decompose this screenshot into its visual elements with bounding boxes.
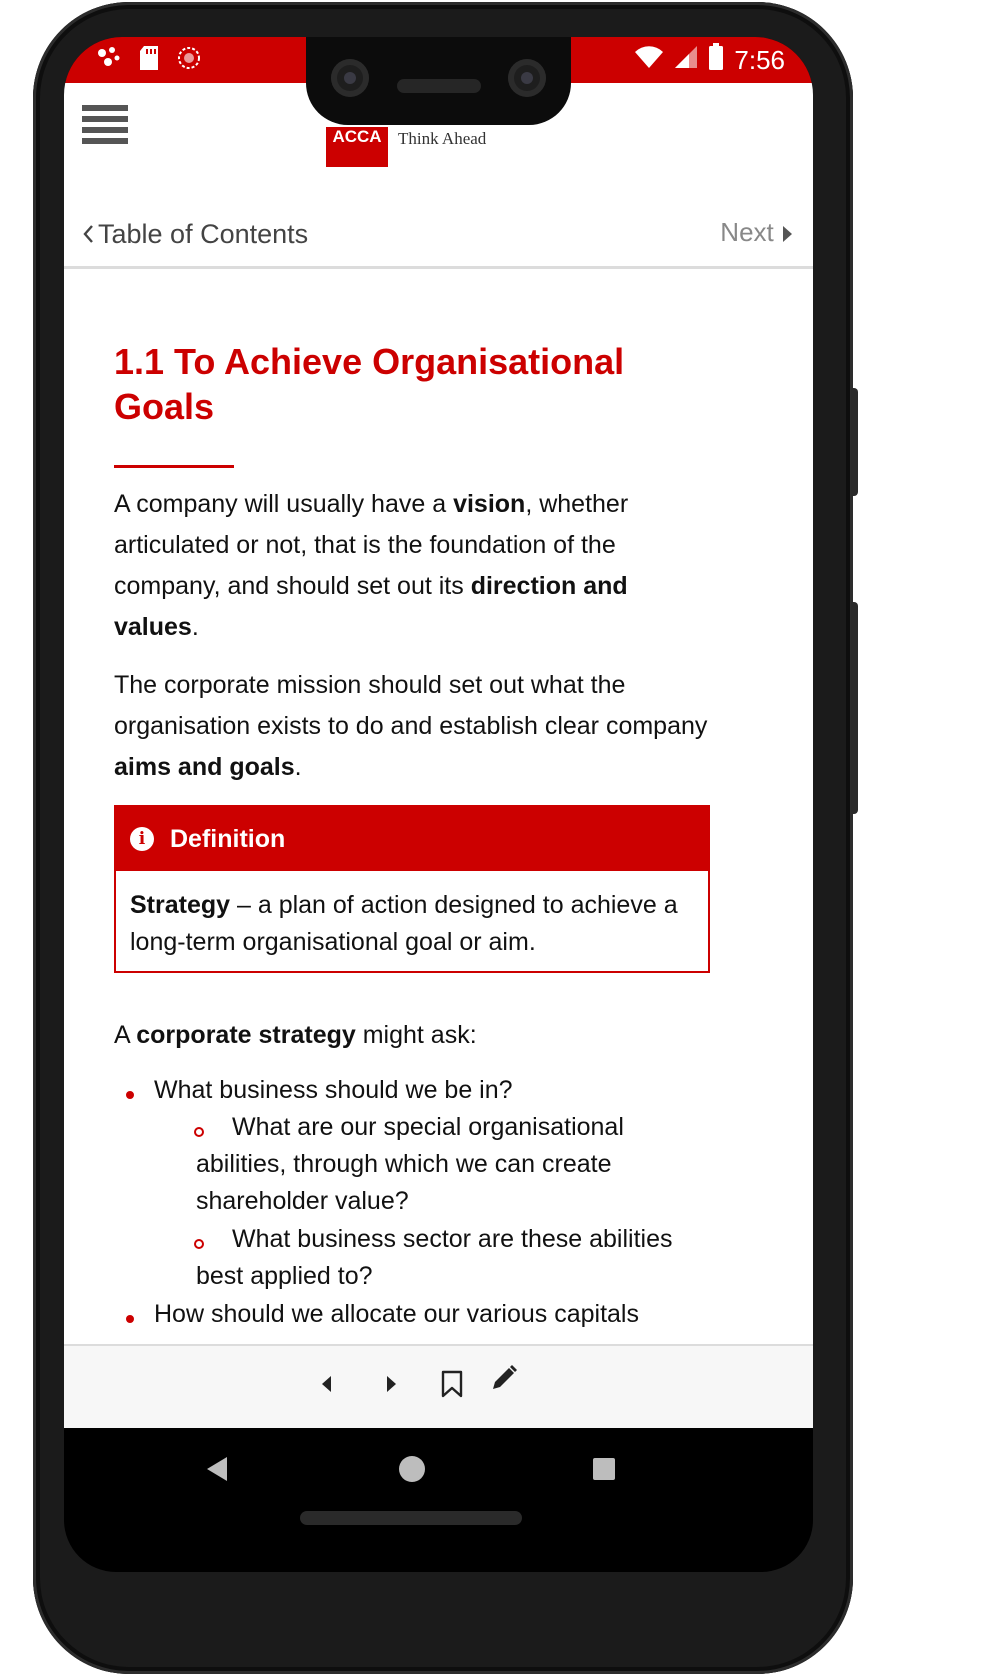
text: .	[191, 613, 199, 641]
logo-tagline: Think Ahead	[398, 129, 487, 148]
paragraph-mission	[114, 665, 714, 788]
notification-dots-icon	[96, 45, 122, 76]
sync-icon	[176, 45, 202, 76]
text: A company will usually have a	[114, 490, 454, 518]
paragraph-vision	[114, 484, 714, 648]
volume-button	[851, 388, 858, 496]
bottom-speaker	[300, 1511, 522, 1525]
logo-mark: ACCA	[326, 127, 388, 167]
earpiece-speaker	[397, 79, 481, 93]
info-icon: i	[130, 827, 154, 851]
definition-box	[114, 805, 710, 973]
next-label: Next	[720, 217, 774, 247]
signal-icon	[674, 44, 698, 77]
text: , whether articulated or not, that is the foundation of the company, and should set out its	[114, 490, 629, 600]
previous-page-button[interactable]	[306, 1366, 346, 1406]
next-page-button[interactable]	[372, 1366, 412, 1406]
bullet-dot	[126, 1091, 134, 1099]
menu-list-icon[interactable]	[82, 105, 128, 145]
text: .	[294, 753, 302, 781]
definition-body	[116, 871, 708, 961]
definition-text: – a plan of action designed to achieve a long-term organisational goal or aim.	[130, 891, 678, 956]
definition-header	[116, 807, 708, 871]
edit-icon	[490, 1364, 518, 1397]
bold-corporate-strategy: corporate strategy	[136, 1021, 356, 1049]
system-nav-bar	[64, 1428, 813, 1512]
text: A	[114, 1021, 137, 1049]
recents-icon[interactable]	[592, 1457, 616, 1486]
phone-screen	[64, 37, 813, 1572]
acca-logo	[326, 127, 486, 167]
home-icon[interactable]	[398, 1455, 426, 1488]
next-link[interactable]	[720, 217, 793, 250]
text: might ask:	[355, 1021, 477, 1049]
battery-icon	[708, 43, 724, 78]
definition-term: Strategy	[130, 891, 231, 919]
bold-aims-goals: aims and goals	[114, 753, 295, 781]
text: The corporate mission should set out what the organisation exists to do and establish clear company	[114, 671, 708, 740]
sub-list-item: What are our special organisational abilities, through which we can create shareholder value?	[196, 1113, 624, 1215]
list-item: What business should we be in?	[154, 1076, 513, 1104]
front-camera-secondary	[508, 59, 546, 97]
paragraph-corporate-strategy	[114, 1015, 714, 1056]
lesson-content	[114, 269, 734, 1344]
list-item: How should we allocate our various capitals	[154, 1300, 639, 1328]
edit-notes-button[interactable]	[484, 1360, 524, 1400]
front-camera	[331, 59, 369, 97]
wifi-icon	[634, 44, 664, 77]
back-icon[interactable]	[206, 1456, 228, 1487]
reader-app	[64, 83, 813, 1428]
bookmark-icon	[440, 1370, 464, 1403]
sub-list-item: What business sector are these abilities best applied to?	[196, 1225, 673, 1290]
camera-notch	[306, 37, 571, 125]
definition-heading: Definition	[170, 824, 286, 853]
next-icon	[386, 1375, 398, 1398]
title-underline	[114, 465, 234, 468]
table-of-contents-link[interactable]	[82, 219, 308, 251]
sd-card-icon	[138, 45, 160, 76]
bold-direction-values: direction and values	[114, 572, 628, 641]
bookmark-button[interactable]	[432, 1366, 472, 1406]
reader-toolbar	[64, 1344, 813, 1428]
caret-right-icon	[781, 219, 793, 250]
power-button	[851, 602, 858, 814]
previous-icon	[320, 1375, 332, 1398]
page-title: 1.1 To Achieve Organisational Goals	[114, 341, 625, 427]
bold-vision: vision	[453, 490, 526, 518]
toc-label: Table of Contents	[98, 219, 309, 249]
chevron-left-icon	[82, 220, 94, 251]
chapter-nav	[64, 209, 813, 267]
bullet-dot	[126, 1315, 134, 1323]
status-time: 7:56	[734, 45, 785, 75]
